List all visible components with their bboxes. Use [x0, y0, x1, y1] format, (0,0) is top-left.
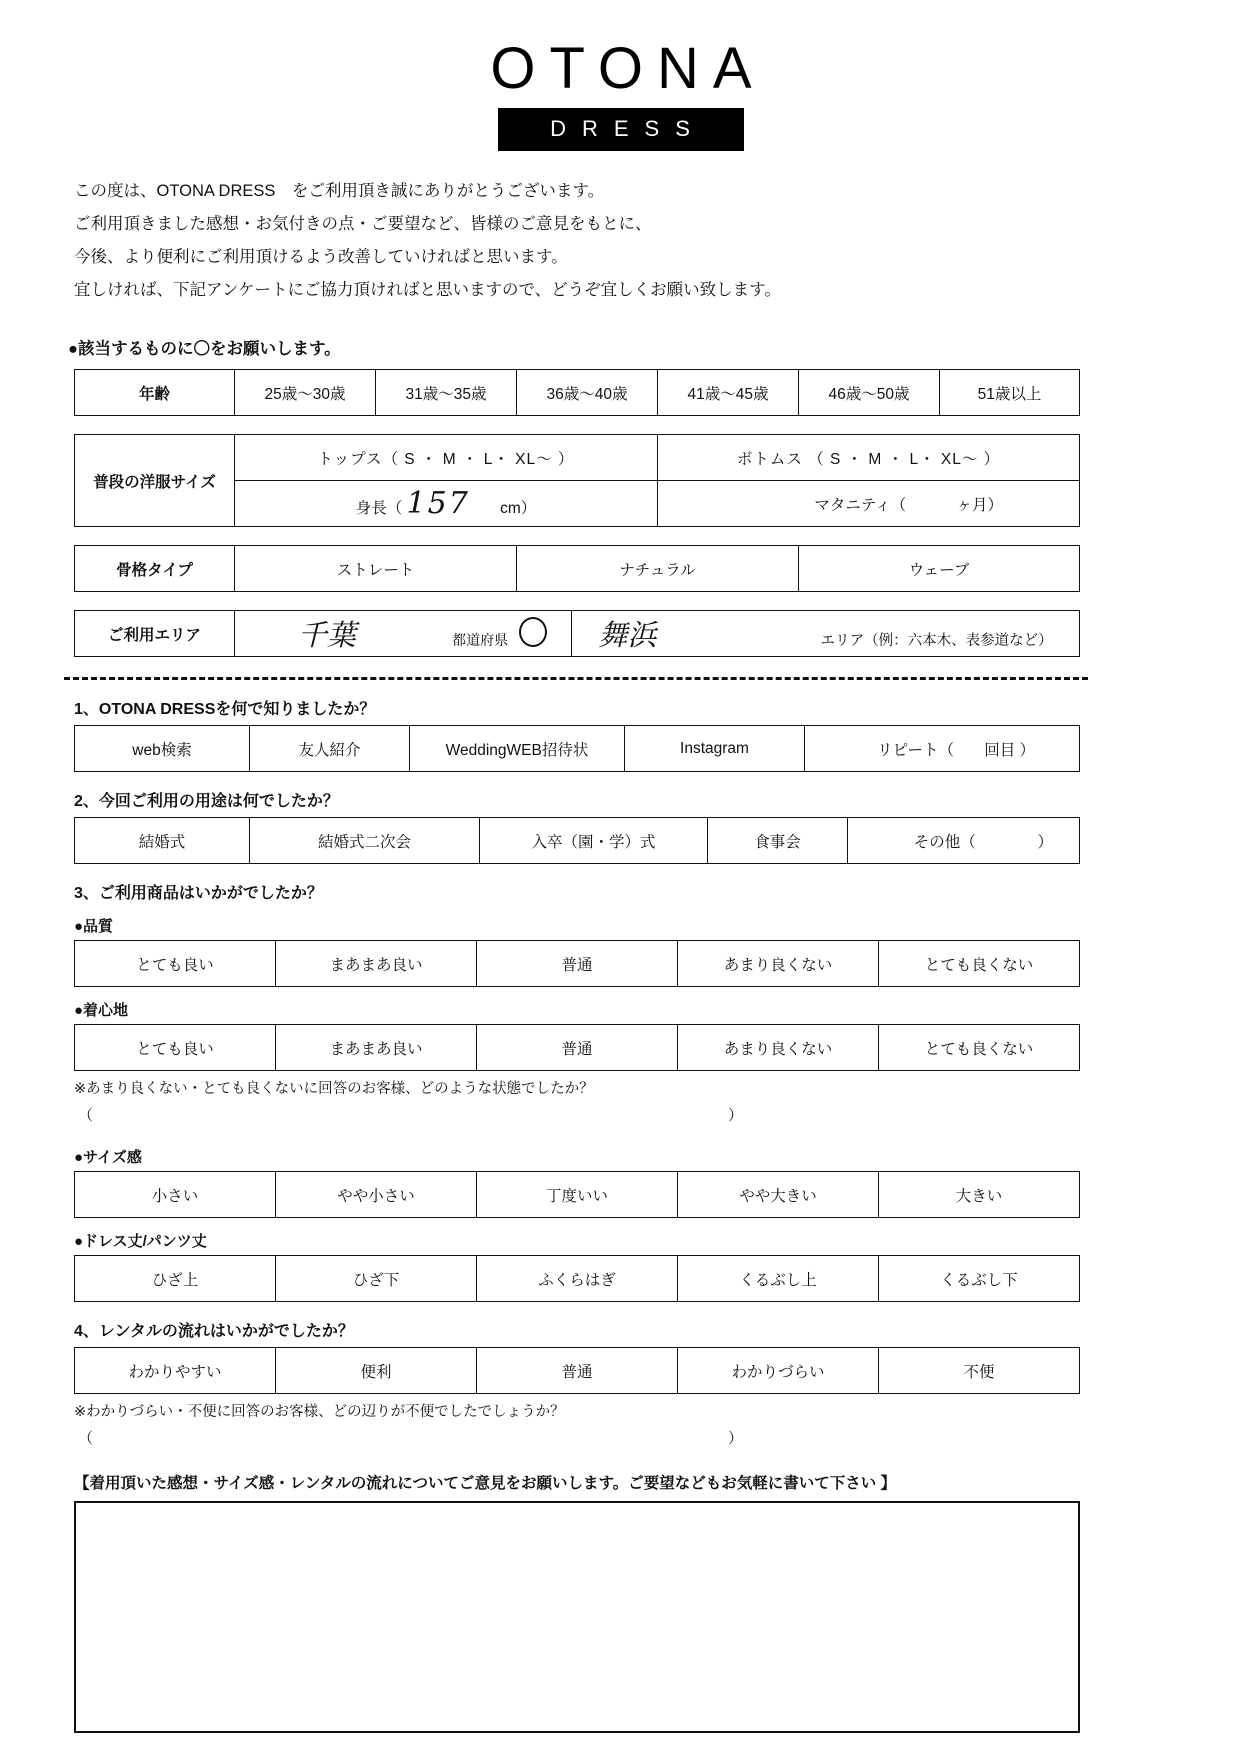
- area-label: ご利用エリア: [75, 611, 235, 657]
- q2-option-4[interactable]: [848, 818, 1080, 864]
- q3-comfort-label: ●着心地: [74, 1002, 129, 1019]
- q3-comfort-option-2[interactable]: 普通: [477, 1025, 678, 1071]
- q3-length-option-2[interactable]: ふくらはぎ: [477, 1256, 678, 1302]
- table-row: [75, 1172, 1080, 1218]
- q4-note: ※わかりづらい・不便に回答のお客様、どの辺りが不便でしたでしょうか？: [74, 1404, 565, 1420]
- maternity-label: マタニティ（: [814, 496, 907, 514]
- brand-logo: [0, 0, 1242, 151]
- q3-comfort-option-1[interactable]: まあまあ良い: [276, 1025, 477, 1071]
- table-row: [75, 370, 1080, 416]
- intro-line-4: 宜しければ、下記アンケートにご協力頂ければと思いますので、どうぞ宜しくお願い致します。: [74, 281, 781, 299]
- q4-option-4[interactable]: 不便: [879, 1348, 1080, 1394]
- q3-fit-option-3[interactable]: やや大きい: [678, 1172, 879, 1218]
- q4-option-1[interactable]: 便利: [276, 1348, 477, 1394]
- clothing-size-table: [74, 434, 1080, 527]
- q4-option-0[interactable]: わかりやすい: [75, 1348, 276, 1394]
- comment-box[interactable]: [74, 1501, 1080, 1733]
- age-option-1[interactable]: 31歳～35歳: [376, 370, 517, 416]
- q2-option-1[interactable]: 結婚式二次会: [250, 818, 480, 864]
- q3-quality-option-4[interactable]: とても良くない: [879, 941, 1080, 987]
- maternity-unit: ヶ月）: [956, 496, 1003, 514]
- q1-option-2[interactable]: WeddingWEB招待状: [410, 726, 625, 772]
- age-option-4[interactable]: 46歳～50歳: [799, 370, 940, 416]
- q4-answer-line[interactable]: [78, 1427, 1242, 1449]
- prefecture-value: 千葉: [297, 618, 356, 652]
- area-table: [74, 610, 1080, 657]
- tops-size-cell[interactable]: トップス（ S ・ M ・ L・ XL～ ）: [235, 435, 658, 481]
- q3-length-label: ●ドレス丈/パンツ丈: [74, 1233, 207, 1250]
- q1-repeat-label: リピート（: [877, 741, 955, 759]
- q4-table: [74, 1347, 1080, 1394]
- selection-circle-prefecture: [519, 617, 547, 647]
- q3-fit-option-4[interactable]: 大きい: [879, 1172, 1080, 1218]
- q1-table: [74, 725, 1080, 772]
- q3-comfort-option-4[interactable]: とても良くない: [879, 1025, 1080, 1071]
- intro-line-2: ご利用頂きました感想・お気付きの点・ご要望など、皆様のご意見をもとに、: [74, 215, 652, 233]
- brand-name: OTONA: [490, 36, 766, 101]
- brand-subname: DRESS: [498, 108, 744, 151]
- q1-option-4[interactable]: [805, 726, 1080, 772]
- q3-comfort-table: [74, 1024, 1080, 1071]
- q4-option-2[interactable]: 普通: [477, 1348, 678, 1394]
- q4-paren-close: ）: [728, 1430, 744, 1447]
- comment-title: 【着用頂いた感想・サイズ感・レンタルの流れについてご意見をお願いします。ご要望などもお気軽に書いて下さい 】: [74, 1475, 897, 1492]
- clothing-size-label: 普段の洋服サイズ: [75, 435, 235, 527]
- q4-title: 4、レンタルの流れはいかがでしたか？: [74, 1323, 354, 1340]
- q2-option-3[interactable]: 食事会: [708, 818, 848, 864]
- q3-fit-option-2[interactable]: 丁度いい: [477, 1172, 678, 1218]
- q3-comfort-note: ※あまり良くない・とても良くないに回答のお客様、どのような状態でしたか？: [74, 1081, 594, 1097]
- table-row: [75, 1025, 1080, 1071]
- comment-value[interactable]: [76, 1503, 1078, 1731]
- q3-fit-table: [74, 1171, 1080, 1218]
- q1-title: 1、OTONA DRESSを何で知りましたか？: [74, 701, 376, 718]
- table-row: [75, 611, 1080, 657]
- table-row: [75, 435, 1080, 481]
- q3-length-option-1[interactable]: ひざ下: [276, 1256, 477, 1302]
- q4-option-3[interactable]: わかりづらい: [678, 1348, 879, 1394]
- age-table: [74, 369, 1080, 416]
- age-option-2[interactable]: 36歳～40歳: [517, 370, 658, 416]
- body-type-option-1[interactable]: ナチュラル: [517, 546, 799, 592]
- q3-quality-option-0[interactable]: とても良い: [75, 941, 276, 987]
- q2-title: 2、今回ご利用の用途は何でしたか？: [74, 793, 339, 810]
- q1-option-0[interactable]: web検索: [75, 726, 250, 772]
- q3-length-option-0[interactable]: ひざ上: [75, 1256, 276, 1302]
- instruction-text: ●該当するものに〇をお願いします。: [68, 340, 341, 358]
- table-row: [75, 1348, 1080, 1394]
- bottoms-size-cell[interactable]: ボトムス （ S ・ M ・ L・ XL～ ）: [658, 435, 1080, 481]
- body-type-option-0[interactable]: ストレート: [235, 546, 517, 592]
- height-unit: cm）: [500, 500, 537, 517]
- height-value: 157: [406, 486, 470, 521]
- q3-quality-label: ●品質: [74, 918, 114, 935]
- q3-comfort-paren-close: ）: [728, 1107, 744, 1124]
- intro-paragraph: [74, 175, 1242, 307]
- q3-quality-option-2[interactable]: 普通: [477, 941, 678, 987]
- q3-comfort-paren-open: （: [78, 1107, 94, 1124]
- q3-length-option-4[interactable]: くるぶし下: [879, 1256, 1080, 1302]
- height-cell[interactable]: [235, 481, 658, 527]
- area-hint: エリア（例：六本木、表参道など）: [820, 633, 1053, 649]
- q3-comfort-option-3[interactable]: あまり良くない: [678, 1025, 879, 1071]
- body-type-label: 骨格タイプ: [75, 546, 235, 592]
- age-option-5[interactable]: 51歳以上: [940, 370, 1080, 416]
- height-label: 身長（: [355, 500, 403, 517]
- table-row: [75, 726, 1080, 772]
- q3-length-table: [74, 1255, 1080, 1302]
- q3-length-option-3[interactable]: くるぶし上: [678, 1256, 879, 1302]
- area-value: 舞浜: [598, 618, 657, 652]
- q1-option-3[interactable]: Instagram: [625, 726, 805, 772]
- q1-option-1[interactable]: 友人紹介: [250, 726, 410, 772]
- q3-comfort-option-0[interactable]: とても良い: [75, 1025, 276, 1071]
- q2-other-label: その他（: [913, 833, 976, 851]
- q2-other-suffix: ）: [1037, 833, 1053, 851]
- q3-fit-label: ●サイズ感: [74, 1149, 142, 1166]
- q4-paren-open: （: [78, 1430, 94, 1447]
- q3-quality-option-3[interactable]: あまり良くない: [678, 941, 879, 987]
- age-option-0[interactable]: 25歳～30歳: [235, 370, 376, 416]
- q3-title: 3、ご利用商品はいかがでしたか？: [74, 885, 323, 902]
- q2-option-2[interactable]: 入卒（園・学）式: [480, 818, 708, 864]
- area-value-cell[interactable]: [572, 611, 1080, 657]
- intro-line-1: この度は、OTONA DRESS をご利用頂き誠にありがとうございます。: [74, 182, 605, 200]
- q3-quality-option-1[interactable]: まあまあ良い: [276, 941, 477, 987]
- maternity-cell[interactable]: [658, 481, 1080, 527]
- q3-fit-option-0[interactable]: 小さい: [75, 1172, 276, 1218]
- q3-fit-option-1[interactable]: やや小さい: [276, 1172, 477, 1218]
- table-row: [75, 546, 1080, 592]
- q3-comfort-answer-line[interactable]: [78, 1104, 1242, 1126]
- table-row: [75, 818, 1080, 864]
- section-divider: [64, 677, 1088, 680]
- table-row: [75, 941, 1080, 987]
- prefecture-cell[interactable]: [235, 611, 572, 657]
- q3-quality-table: [74, 940, 1080, 987]
- q2-table: [74, 817, 1080, 864]
- intro-line-3: 今後、より便利にご利用頂けるよう改善していければと思います。: [74, 248, 568, 266]
- q1-repeat-suffix: 回目 ）: [984, 741, 1035, 759]
- q2-option-0[interactable]: 結婚式: [75, 818, 250, 864]
- age-option-3[interactable]: 41歳～45歳: [658, 370, 799, 416]
- body-type-option-2[interactable]: ウェーブ: [799, 546, 1080, 592]
- body-type-table: [74, 545, 1080, 592]
- table-row: [75, 1256, 1080, 1302]
- prefecture-suffix: 都道府県: [452, 632, 509, 648]
- age-label: 年齢: [75, 370, 235, 416]
